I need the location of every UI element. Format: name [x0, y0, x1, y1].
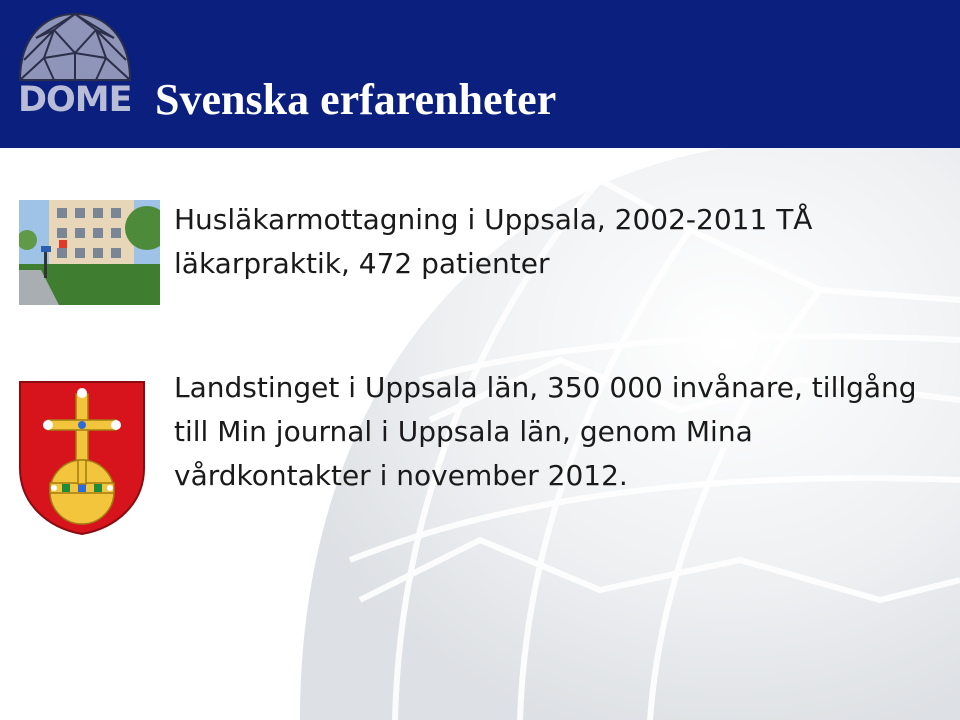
- header-bar: [0, 0, 960, 148]
- building-street-photo-icon: [19, 200, 160, 305]
- dome-logo-text: DOME: [18, 80, 132, 120]
- uppsala-coat-of-arms-icon: [18, 380, 146, 536]
- slide-title: Svenska erfarenheter: [155, 75, 557, 124]
- item-line: till Min journal i Uppsala län, genom Mina: [174, 415, 753, 448]
- item-line: läkarpraktik, 472 patienter: [174, 247, 550, 280]
- item-text-practice: [174, 198, 944, 286]
- item-line: Landstinget i Uppsala län, 350 000 invånare, tillgång: [174, 371, 917, 404]
- item-line: vårdkontakter i november 2012.: [174, 459, 628, 492]
- item-line: Husläkarmottagning i Uppsala, 2002-2011 TÅ: [174, 203, 813, 236]
- item-text-county: [174, 366, 944, 498]
